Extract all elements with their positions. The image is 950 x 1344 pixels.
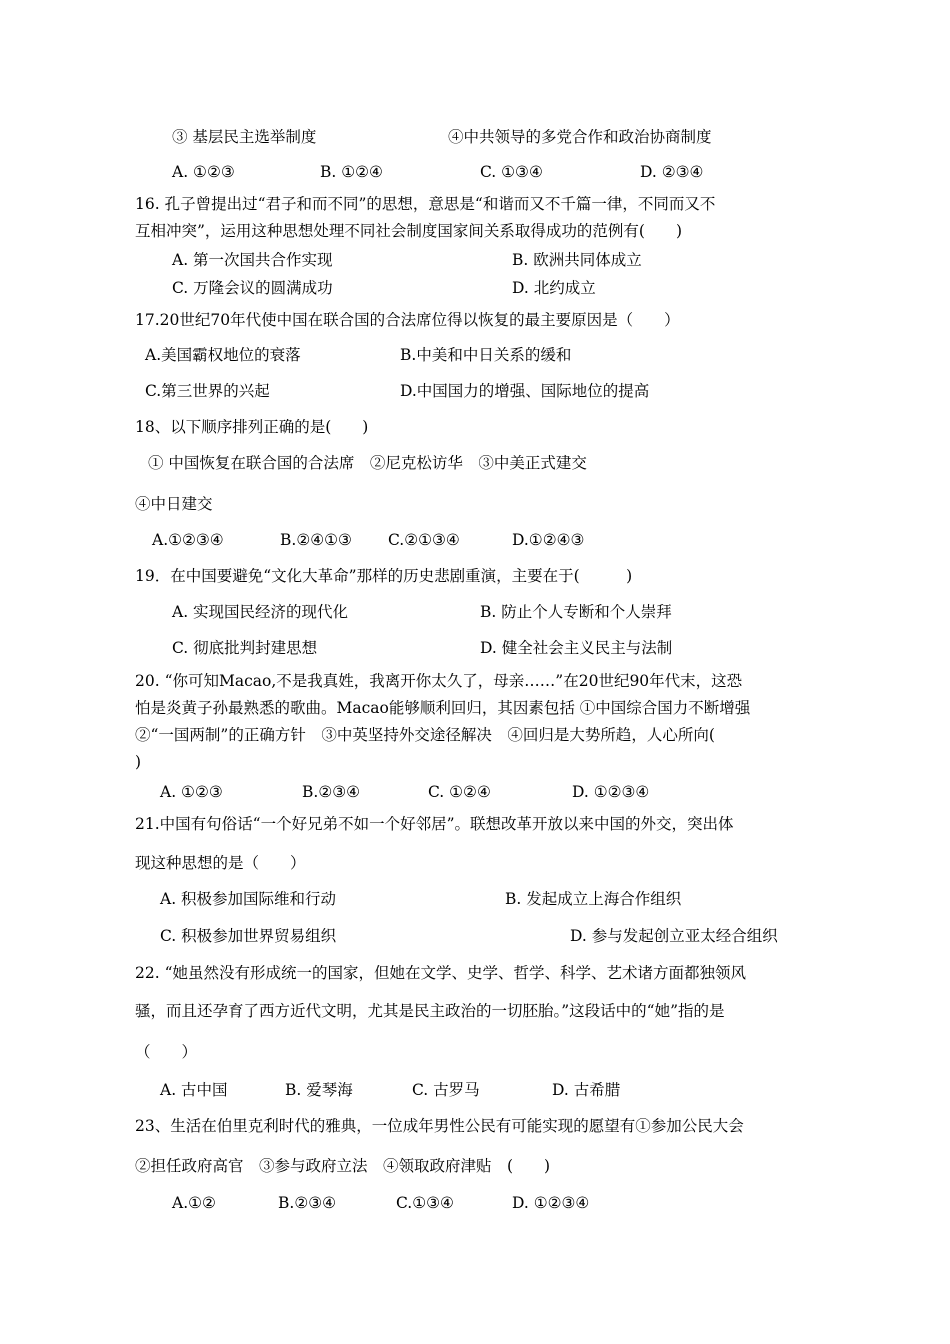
q21-stem-line-2: 现这种思想的是（ ） bbox=[135, 854, 306, 872]
q21-stem-line-1: 21.中国有句俗话“一个好兄弟不如一个好邻居”。联想改革开放以来中国的外交，突出体 bbox=[135, 815, 734, 833]
q21-option-d: D. 参与发起创立亚太经合组织 bbox=[570, 927, 778, 945]
q16-option-a: A. 第一次国共合作实现 bbox=[172, 251, 333, 269]
q17-option-a: A.美国霸权地位的衰落 bbox=[145, 346, 301, 364]
q18-option-d: D.①②④③ bbox=[512, 531, 585, 549]
q20-option-a: A. ①②③ bbox=[160, 783, 223, 801]
q17-stem: 17.20世纪70年代使中国在联合国的合法席位得以恢复的最主要原因是（ ） bbox=[135, 311, 680, 329]
q16-stem-line-2: 互相冲突”，运用这种思想处理不同社会制度国家间关系取得成功的范例有( ) bbox=[135, 222, 683, 240]
q20-stem-line-2: 怕是炎黄子孙最熟悉的歌曲。Macao能够顺利回归，其因素包括 ①中国综合国力不断增强 bbox=[135, 699, 751, 717]
q15-option-d: D. ②③④ bbox=[640, 163, 704, 181]
q19-option-a: A. 实现国民经济的现代化 bbox=[172, 603, 349, 621]
q23-option-a: A.①② bbox=[172, 1194, 216, 1212]
q20-option-c: C. ①②④ bbox=[428, 783, 491, 801]
q15-option-b: B. ①②④ bbox=[320, 163, 383, 181]
q20-option-b: B.②③④ bbox=[302, 783, 361, 801]
q15-item-3: ③ 基层民主选举制度 bbox=[172, 128, 317, 146]
q20-stem-line-4: ) bbox=[135, 753, 142, 771]
q18-option-c: C.②①③④ bbox=[388, 531, 460, 549]
q19-option-c: C. 彻底批判封建思想 bbox=[172, 639, 318, 657]
q18-stem: 18、以下顺序排列正确的是( ) bbox=[135, 418, 369, 436]
q23-stem-line-1: 23、生活在伯里克利时代的雅典，一位成年男性公民有可能实现的愿望有①参加公民大会 bbox=[135, 1117, 744, 1135]
q16-option-d: D. 北约成立 bbox=[512, 279, 596, 297]
q16-option-c: C. 万隆会议的圆满成功 bbox=[172, 279, 333, 297]
q17-option-c: C.第三世界的兴起 bbox=[145, 382, 270, 400]
q19-option-d: D. 健全社会主义民主与法制 bbox=[480, 639, 673, 657]
q18-items: ① 中国恢复在联合国的合法席 ②尼克松访华 ③中美正式建交 bbox=[148, 454, 587, 472]
q22-stem-line-3: （ ） bbox=[135, 1043, 198, 1061]
q19-option-b: B. 防止个人专断和个人崇拜 bbox=[480, 603, 672, 621]
q21-option-c: C. 积极参加世界贸易组织 bbox=[160, 927, 337, 945]
q20-option-d: D. ①②③④ bbox=[572, 783, 650, 801]
q22-stem-line-1: 22. “她虽然没有形成统一的国家，但她在文学、史学、哲学、科学、艺术诸方面都独领风 bbox=[135, 964, 747, 982]
q22-option-b: B. 爱琴海 bbox=[285, 1081, 353, 1099]
q18-option-b: B.②④①③ bbox=[280, 531, 352, 549]
q22-stem-line-2: 骚，而且还孕育了西方近代文明，尤其是民主政治的一切胚胎。”这段话中的“她”指的是 bbox=[135, 1002, 725, 1020]
q22-option-c: C. 古罗马 bbox=[412, 1081, 480, 1099]
q15-option-c: C. ①③④ bbox=[480, 163, 543, 181]
q23-option-d: D. ①②③④ bbox=[512, 1194, 590, 1212]
q18-option-a: A.①②③④ bbox=[152, 531, 224, 549]
q16-option-b: B. 欧洲共同体成立 bbox=[512, 251, 642, 269]
q17-option-b: B.中美和中日关系的缓和 bbox=[400, 346, 572, 364]
q20-stem-line-1: 20. “你可知Macao,不是我真姓，我离开你太久了，母亲……”在20世纪90年代末，这恐 bbox=[135, 672, 743, 690]
q15-option-a: A. ①②③ bbox=[172, 163, 235, 181]
q22-option-d: D. 古希腊 bbox=[552, 1081, 621, 1099]
q18-item-4: ④中日建交 bbox=[135, 495, 213, 513]
q23-stem-line-2: ②担任政府高官 ③参与政府立法 ④领取政府津贴 ( ) bbox=[135, 1157, 551, 1175]
q23-option-c: C.①③④ bbox=[396, 1194, 454, 1212]
q15-item-4: ④中共领导的多党合作和政治协商制度 bbox=[448, 128, 712, 146]
q17-option-d: D.中国国力的增强、国际地位的提高 bbox=[400, 382, 650, 400]
q21-option-a: A. 积极参加国际维和行动 bbox=[160, 890, 337, 908]
q22-option-a: A. 古中国 bbox=[160, 1081, 228, 1099]
q23-option-b: B.②③④ bbox=[278, 1194, 337, 1212]
q16-stem-line-1: 16. 孔子曾提出过“君子和而不同”的思想，意思是“和谐而又不千篇一律，不同而又不 bbox=[135, 195, 716, 213]
q19-stem: 19．在中国要避免“文化大革命”那样的历史悲剧重演，主要在于( ) bbox=[135, 567, 633, 585]
q21-option-b: B. 发起成立上海合作组织 bbox=[505, 890, 682, 908]
q20-stem-line-3: ②“一国两制”的正确方针 ③中英坚持外交途径解决 ④回归是大势所趋，人心所向( bbox=[135, 726, 715, 744]
